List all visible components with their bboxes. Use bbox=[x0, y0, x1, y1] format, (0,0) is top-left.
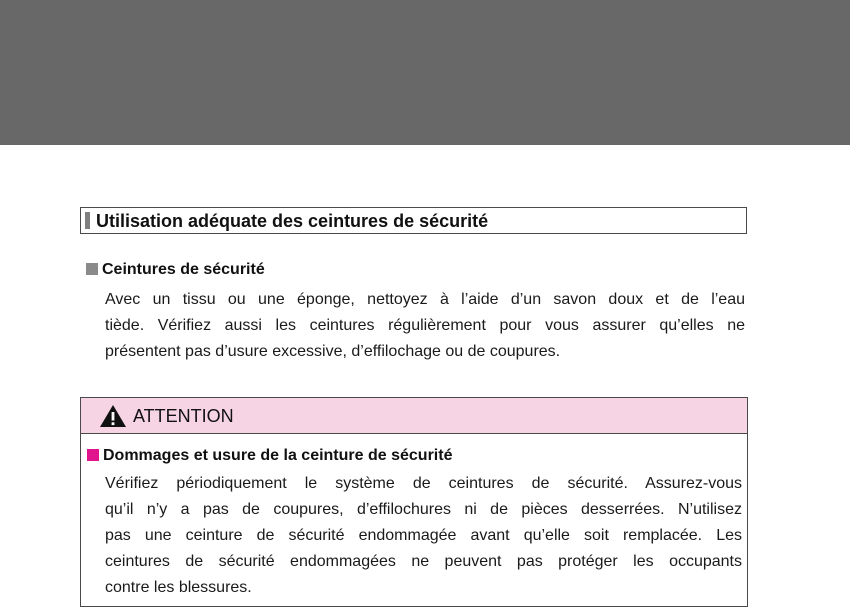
warning-box bbox=[80, 397, 748, 607]
section-title: Utilisation adéquate des ceintures de sécurité bbox=[96, 211, 489, 231]
paragraph-line: Vérifiez périodiquement le système de ceintures de sécurité. Assurez-vous bbox=[105, 475, 742, 492]
belts-heading bbox=[86, 260, 265, 280]
paragraph-line: Avec un tissu ou une éponge, nettoyez à l’aide d’un savon doux et de l’eau bbox=[105, 291, 745, 308]
paragraph-line: pas une ceinture de sécurité endommagée avant qu’elle soit remplacée. Les bbox=[105, 527, 742, 544]
paragraph-line: qu’il n’y a pas de coupures, d’effilochures ni de pièces desserrées. N’utilisez bbox=[105, 501, 742, 518]
section-title-bar bbox=[80, 207, 747, 234]
magenta-square-icon bbox=[87, 449, 99, 461]
paragraph-line: contre les blessures. bbox=[105, 579, 252, 596]
belts-heading-text: Ceintures de sécurité bbox=[102, 261, 265, 278]
warning-paragraph bbox=[105, 471, 742, 601]
warning-header bbox=[81, 398, 747, 434]
paragraph-line: tiède. Vérifiez aussi les ceintures régulièrement pour vous assurer qu’elles ne bbox=[105, 317, 745, 334]
warning-heading-text: Dommages et usure de la ceinture de sécurité bbox=[103, 447, 453, 464]
header-band bbox=[0, 0, 850, 145]
paragraph-line: présentent pas d’usure excessive, d’effilochage ou de coupures. bbox=[105, 343, 561, 360]
belts-paragraph bbox=[105, 287, 745, 365]
warning-triangle-icon bbox=[99, 404, 127, 428]
paragraph-line: ceintures de sécurité endommagées ne peuvent pas protéger les occupants bbox=[105, 553, 742, 570]
warning-heading bbox=[87, 446, 452, 466]
warning-label: ATTENTION bbox=[133, 406, 234, 426]
section-accent-marker bbox=[85, 212, 90, 229]
gray-square-icon bbox=[86, 263, 98, 275]
